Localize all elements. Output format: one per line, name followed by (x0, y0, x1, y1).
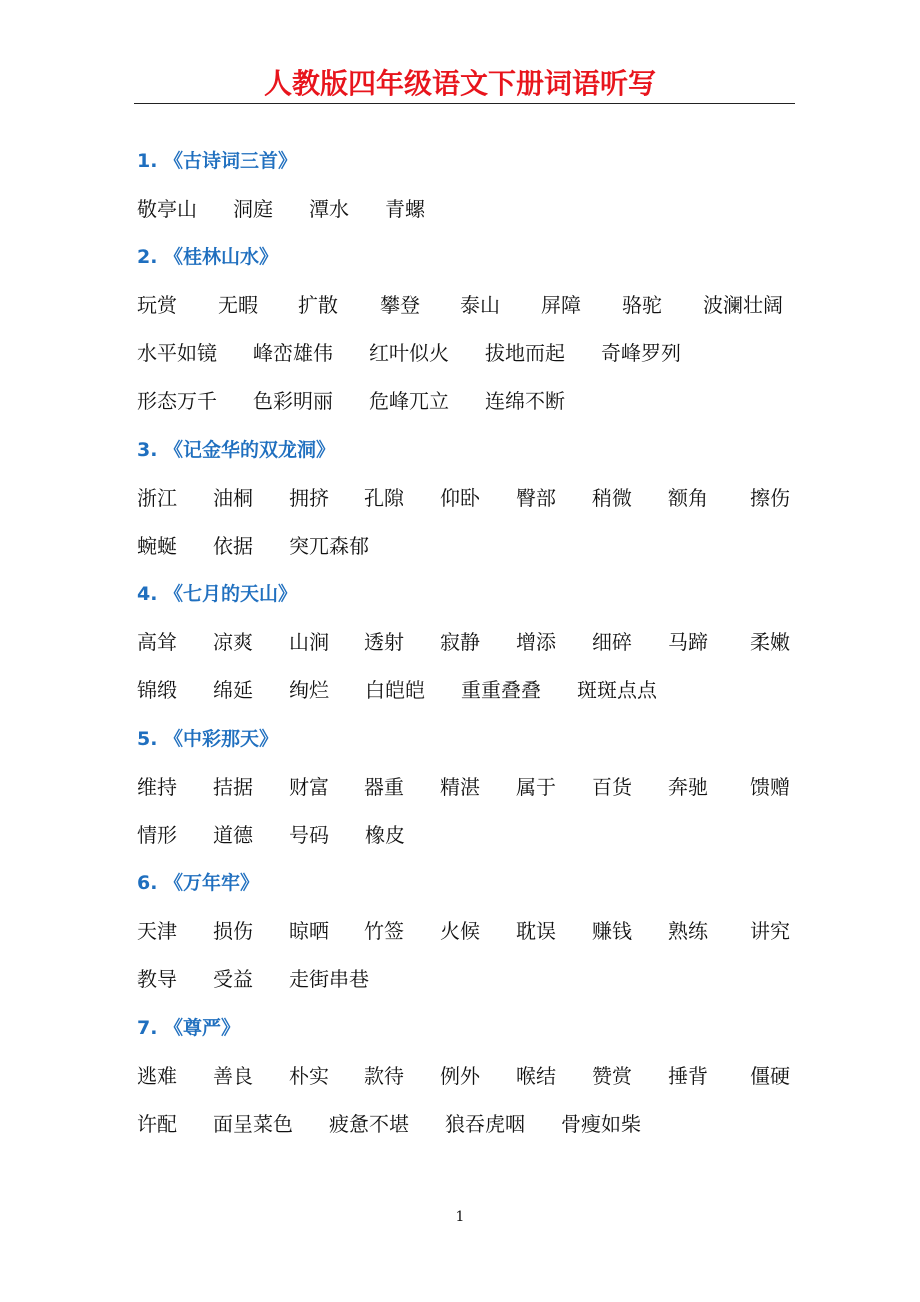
vocabulary-word: 油桐 (213, 486, 253, 510)
word-row (0, 1109, 920, 1139)
vocabulary-word: 凉爽 (213, 630, 253, 654)
vocabulary-word: 僵硬 (750, 1064, 790, 1088)
vocabulary-word: 情形 (137, 823, 177, 847)
section-heading: 6. 《万年牢》 (137, 872, 260, 894)
section-heading: 3. 《记金华的双龙洞》 (137, 439, 336, 461)
vocabulary-word: 拥挤 (289, 486, 329, 510)
word-row (0, 1061, 920, 1091)
vocabulary-word: 仰卧 (440, 486, 480, 510)
vocabulary-word: 天津 (137, 919, 177, 943)
vocabulary-word: 捶背 (668, 1064, 708, 1088)
vocabulary-word: 熟练 (668, 919, 708, 943)
vocabulary-word: 骆驼 (622, 293, 662, 317)
vocabulary-word: 耽误 (516, 919, 556, 943)
vocabulary-word: 连绵不断 (485, 389, 565, 413)
word-row (0, 194, 920, 224)
vocabulary-word: 款待 (364, 1064, 404, 1088)
vocabulary-word: 器重 (364, 775, 404, 799)
vocabulary-word: 精湛 (440, 775, 480, 799)
vocabulary-word: 财富 (289, 775, 329, 799)
vocabulary-word: 擦伤 (750, 486, 790, 510)
vocabulary-word: 突兀森郁 (289, 534, 369, 558)
vocabulary-word: 维持 (137, 775, 177, 799)
word-row (0, 483, 920, 513)
vocabulary-word: 高耸 (137, 630, 177, 654)
document-title: 人教版四年级语文下册词语听写 (263, 67, 656, 100)
vocabulary-word: 号码 (289, 823, 329, 847)
section-heading: 2. 《桂林山水》 (137, 246, 279, 268)
vocabulary-word: 洞庭 (233, 197, 273, 221)
vocabulary-word: 山涧 (289, 630, 329, 654)
vocabulary-word: 青螺 (385, 197, 425, 221)
vocabulary-word: 危峰兀立 (369, 389, 449, 413)
vocabulary-word: 依据 (213, 534, 253, 558)
vocabulary-word: 赞赏 (592, 1064, 632, 1088)
vocabulary-word: 橡皮 (365, 823, 405, 847)
vocabulary-word: 教导 (137, 967, 177, 991)
vocabulary-word: 屏障 (541, 293, 581, 317)
word-row (0, 338, 920, 368)
vocabulary-word: 拮据 (213, 775, 253, 799)
vocabulary-word: 玩赏 (137, 293, 177, 317)
vocabulary-word: 面呈菜色 (213, 1112, 293, 1136)
vocabulary-word: 受益 (213, 967, 253, 991)
word-row (0, 772, 920, 802)
word-row (0, 675, 920, 705)
vocabulary-word: 百货 (592, 775, 632, 799)
vocabulary-word: 扩散 (298, 293, 338, 317)
vocabulary-word: 绵延 (213, 678, 253, 702)
title-underline (134, 103, 795, 104)
word-row (0, 820, 920, 850)
vocabulary-word: 朴实 (289, 1064, 329, 1088)
vocabulary-word: 形态万千 (137, 389, 217, 413)
word-row (0, 290, 920, 320)
page-number: 1 (455, 1209, 465, 1225)
vocabulary-word: 色彩明丽 (253, 389, 333, 413)
vocabulary-word: 火候 (440, 919, 480, 943)
vocabulary-word: 馈赠 (750, 775, 790, 799)
vocabulary-word: 例外 (440, 1064, 480, 1088)
word-row (0, 964, 920, 994)
vocabulary-word: 孔隙 (364, 486, 404, 510)
vocabulary-word: 红叶似火 (369, 341, 449, 365)
vocabulary-word: 喉结 (516, 1064, 556, 1088)
vocabulary-word: 水平如镜 (137, 341, 217, 365)
vocabulary-word: 白皑皑 (365, 678, 425, 702)
vocabulary-word: 透射 (364, 630, 404, 654)
word-row (0, 916, 920, 946)
word-row (0, 386, 920, 416)
vocabulary-word: 竹签 (364, 919, 404, 943)
vocabulary-word: 敬亭山 (137, 197, 197, 221)
vocabulary-word: 许配 (137, 1112, 177, 1136)
vocabulary-word: 寂静 (440, 630, 480, 654)
vocabulary-word: 走街串巷 (289, 967, 369, 991)
vocabulary-word: 狼吞虎咽 (445, 1112, 525, 1136)
section-heading: 1. 《古诗词三首》 (137, 150, 298, 172)
section-heading: 4. 《七月的天山》 (137, 583, 298, 605)
vocabulary-word: 骨瘦如柴 (561, 1112, 641, 1136)
vocabulary-word: 善良 (213, 1064, 253, 1088)
vocabulary-word: 增添 (516, 630, 556, 654)
vocabulary-word: 额角 (668, 486, 708, 510)
vocabulary-word: 斑斑点点 (577, 678, 657, 702)
vocabulary-word: 损伤 (213, 919, 253, 943)
vocabulary-word: 奔驰 (668, 775, 708, 799)
vocabulary-word: 蜿蜒 (137, 534, 177, 558)
vocabulary-word: 泰山 (460, 293, 500, 317)
vocabulary-word: 浙江 (137, 486, 177, 510)
vocabulary-word: 潭水 (309, 197, 349, 221)
vocabulary-word: 属于 (516, 775, 556, 799)
vocabulary-word: 波澜壮阔 (703, 293, 783, 317)
vocabulary-word: 重重叠叠 (461, 678, 541, 702)
vocabulary-word: 疲惫不堪 (329, 1112, 409, 1136)
vocabulary-word: 臀部 (516, 486, 556, 510)
vocabulary-word: 攀登 (380, 293, 420, 317)
vocabulary-word: 无暇 (218, 293, 258, 317)
vocabulary-word: 逃难 (137, 1064, 177, 1088)
vocabulary-word: 马蹄 (668, 630, 708, 654)
vocabulary-word: 晾晒 (289, 919, 329, 943)
vocabulary-word: 细碎 (592, 630, 632, 654)
vocabulary-word: 道德 (213, 823, 253, 847)
section-heading: 5. 《中彩那天》 (137, 728, 279, 750)
section-heading: 7. 《尊严》 (137, 1017, 241, 1039)
vocabulary-word: 稍微 (592, 486, 632, 510)
vocabulary-word: 柔嫩 (750, 630, 790, 654)
vocabulary-word: 锦缎 (137, 678, 177, 702)
vocabulary-word: 拔地而起 (485, 341, 565, 365)
vocabulary-word: 绚烂 (289, 678, 329, 702)
vocabulary-word: 赚钱 (592, 919, 632, 943)
vocabulary-word: 讲究 (750, 919, 790, 943)
word-row (0, 627, 920, 657)
vocabulary-word: 峰峦雄伟 (253, 341, 333, 365)
word-row (0, 531, 920, 561)
vocabulary-word: 奇峰罗列 (601, 341, 681, 365)
